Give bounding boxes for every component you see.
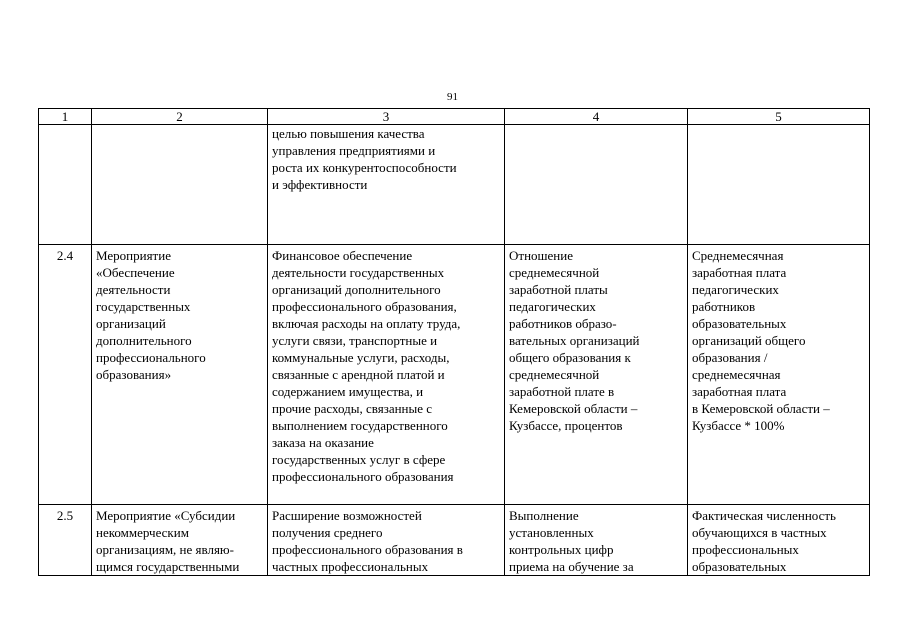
row-number <box>39 125 92 245</box>
table-row <box>39 245 870 505</box>
column-header: 5 <box>688 109 870 125</box>
formula-cell <box>688 125 870 245</box>
row-number: 2.4 <box>39 245 92 505</box>
row-number: 2.5 <box>39 505 92 576</box>
column-header: 4 <box>505 109 688 125</box>
activity-cell <box>92 125 268 245</box>
table-header-row <box>39 109 870 125</box>
indicator-cell <box>505 125 688 245</box>
indicator-cell: Выполнение установленных контрольных цифр приема на обучение за <box>505 505 688 576</box>
page-number: 91 <box>447 91 458 103</box>
indicator-cell: Отношение среднемесячной заработной платы педагогических работников образо- вательных организаций общего образования к среднемесячной заработной плате в Кемеровской области – Кузбассе, процентов <box>505 245 688 505</box>
description-cell: Финансовое обеспечение деятельности государственных организаций дополнительного профессионального образования, включая расходы на оплату труда, услуги связи, транспортные и коммунальные услуги, расходы, связанные с арендной платой и содержанием имущества, и прочие расходы, связанные с выполнением государственного заказа на оказание государственных услуг в сфере профессионального образования <box>268 245 505 505</box>
activity-cell: Мероприятие «Субсидии некоммерческим организациям, не являю- щимся государственными <box>92 505 268 576</box>
table-row <box>39 505 870 576</box>
program-table <box>38 108 870 576</box>
column-header: 1 <box>39 109 92 125</box>
column-header: 2 <box>92 109 268 125</box>
column-header: 3 <box>268 109 505 125</box>
description-cell: Расширение возможностей получения среднего профессионального образования в частных профессиональных <box>268 505 505 576</box>
table-row <box>39 125 870 245</box>
formula-cell: Среднемесячная заработная плата педагогических работников образовательных организаций общего образования / среднемесячная заработная плата в Кемеровской области – Кузбассе * 100% <box>688 245 870 505</box>
formula-cell: Фактическая численность обучающихся в частных профессиональных образовательных <box>688 505 870 576</box>
description-cell: целью повышения качества управления предприятиями и роста их конкурентоспособности и эффективности <box>268 125 505 245</box>
activity-cell: Мероприятие «Обеспечение деятельности государственных организаций дополнительного профессионального образования» <box>92 245 268 505</box>
